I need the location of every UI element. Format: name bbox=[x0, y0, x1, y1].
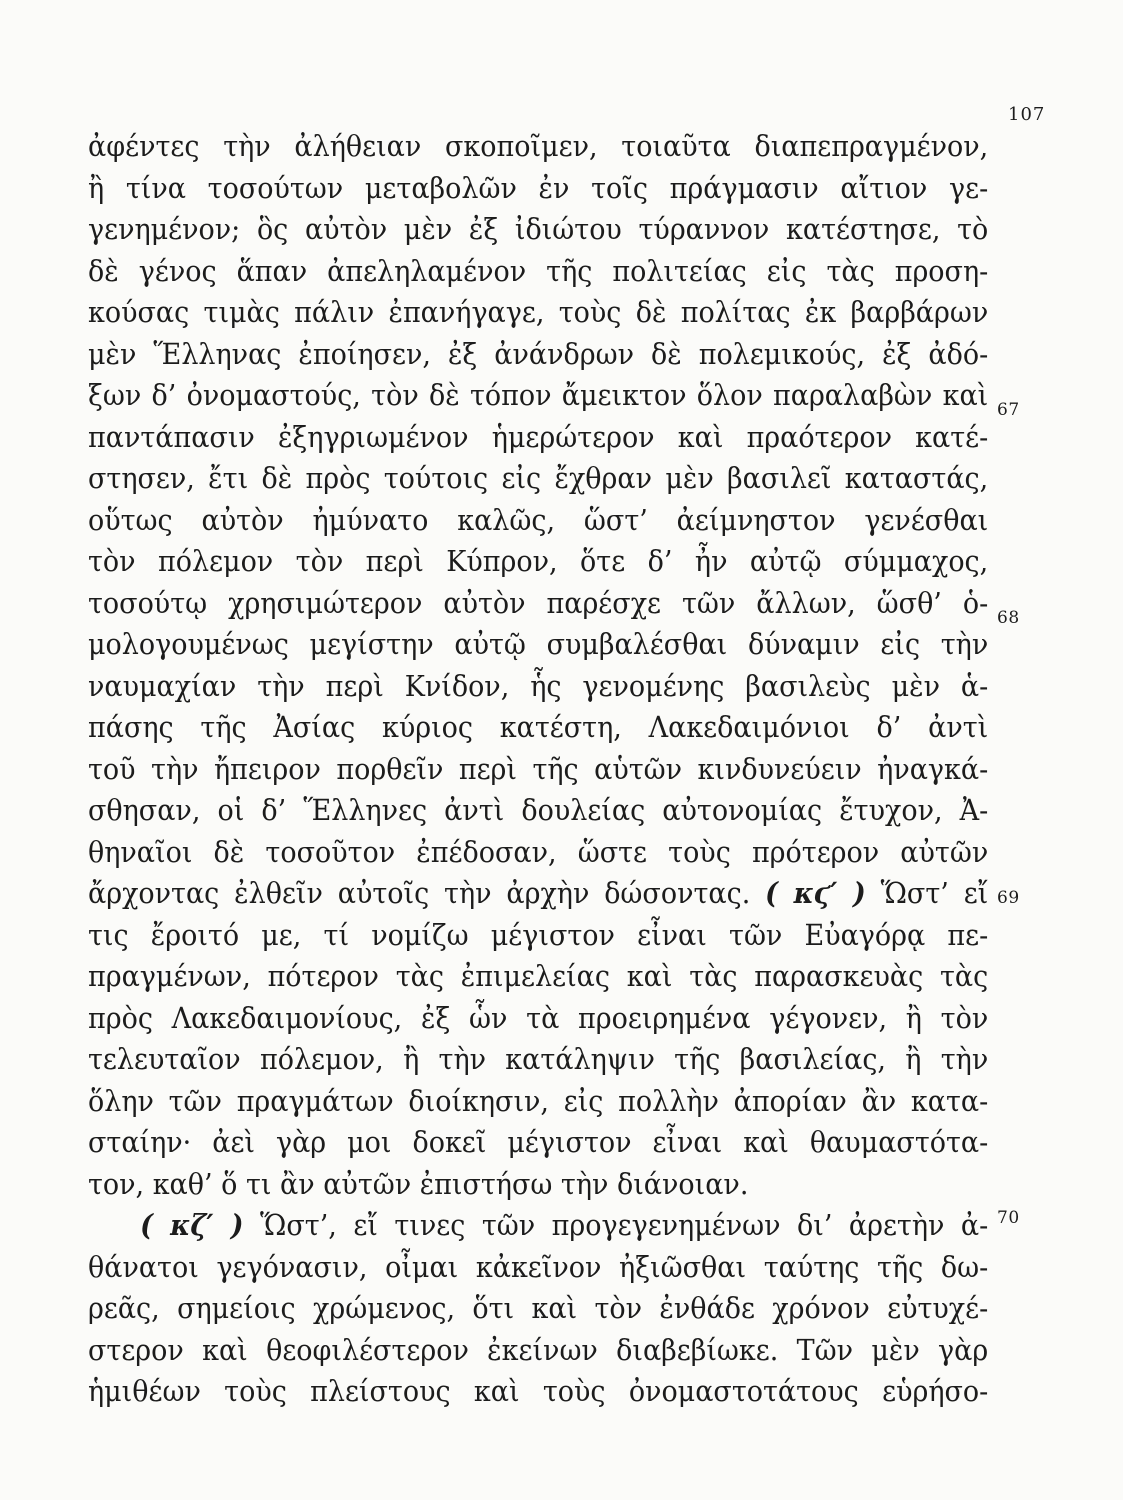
text-line: ἡμιθέων τοὺς πλείστους καὶ τοὺς ὀνομαστοτάτους εὑρήσο- bbox=[88, 1374, 989, 1408]
text-line: πραγμένων, πότερον τὰς ἐπιμελείας καὶ τὰς παρασκευὰς τὰς bbox=[88, 959, 989, 993]
text-line: γενημένον; ὃς αὐτὸν μὲν ἐξ ἰδιώτου τύραννον κατέστησε, τὸ bbox=[88, 212, 989, 246]
text-line: ὅλην τῶν πραγμάτων διοίκησιν, εἰς πολλὴν ἀπορίαν ἂν κατα- bbox=[88, 1083, 989, 1118]
text-line: στερον καὶ θεοφιλέστερον ἐκείνων διαβεβίωκε. Τῶν μὲν γὰρ bbox=[88, 1332, 989, 1367]
text-line: ἀφέντες τὴν ἀλήθειαν σκοποῖμεν, τοιαῦτα διαπεπραγμένον, bbox=[88, 129, 989, 163]
text-line: θηναῖοι δὲ τοσοῦτον ἐπέδοσαν, ὥστε τοὺς πρότερον αὐτῶν bbox=[88, 834, 989, 869]
text-line: θάνατοι γεγόνασιν, οἶμαι κἀκεῖνον ἠξιῶσθαι ταύτης τῆς δω- bbox=[88, 1249, 989, 1284]
text-line: τελευταῖον πόλεμον, ἢ τὴν κατάληψιν τῆς βασιλείας, ἢ τὴν bbox=[88, 1042, 989, 1076]
margin-section-number: 67 bbox=[997, 400, 1020, 420]
text-line: παντάπασιν ἐξηγριωμένον ἡμερώτερον καὶ πραότερον κατέ- bbox=[88, 419, 989, 454]
margin-section-number: 69 bbox=[997, 888, 1020, 908]
text-line: τοῦ τὴν ἤπειρον πορθεῖν περὶ τῆς αὑτῶν κινδυνεύειν ἠναγκά- bbox=[88, 751, 989, 786]
text-line: ρεᾶς, σημείοις χρώμενος, ὅτι καὶ τὸν ἐνθάδε χρόνον εὐτυχέ- bbox=[88, 1291, 989, 1325]
text-line: κούσας τιμὰς πάλιν ἐπανήγαγε, τοὺς δὲ πολίτας ἐκ βαρβάρων bbox=[88, 295, 989, 329]
page-number: 107 bbox=[1008, 104, 1046, 125]
chapter-marker-27: ( κζ′ ) bbox=[140, 1208, 244, 1242]
text-line: στησεν, ἔτι δὲ πρὸς τούτοις εἰς ἔχθραν μὲν βασιλεῖ καταστάς, bbox=[88, 461, 989, 495]
text-line: σταίην· ἀεὶ γὰρ μοι δοκεῖ μέγιστον εἶναι καὶ θαυμαστότα- bbox=[88, 1125, 989, 1159]
text-segment: ἄρχοντας ἐλθεῖν αὐτοῖς τὴν ἀρχὴν δώσοντας. bbox=[88, 876, 751, 910]
margin-section-number: 70 bbox=[997, 1208, 1020, 1228]
text-line-with-chapter bbox=[88, 873, 988, 915]
text-line: μολογουμένως μεγίστην αὐτῷ συμβαλέσθαι δύναμιν εἰς τὴν bbox=[88, 627, 989, 661]
text-line: ξων δ’ ὀνομαστούς, τὸν δὲ τόπον ἄμεικτον ὅλον παραλαβὼν καὶ bbox=[88, 378, 989, 412]
body-text bbox=[88, 126, 988, 1413]
text-line: ἢ τίνα τοσούτων μεταβολῶν ἐν τοῖς πράγμασιν αἴτιον γε- bbox=[88, 170, 989, 205]
text-line: πρὸς Λακεδαιμονίους, ἐξ ὧν τὰ προειρημένα γέγονεν, ἢ τὸν bbox=[88, 1000, 989, 1035]
text-line: σθησαν, οἱ δ’ Ἕλληνες ἀντὶ δουλείας αὐτονομίας ἔτυχον, Ἀ- bbox=[88, 793, 989, 827]
text-line: τοσούτῳ χρησιμώτερον αὐτὸν παρέσχε τῶν ἄλλων, ὥσθ’ ὁ- bbox=[88, 585, 989, 620]
margin-section-number: 68 bbox=[997, 608, 1020, 628]
text-line: μὲν Ἕλληνας ἐποίησεν, ἐξ ἀνάνδρων δὲ πολεμικούς, ἐξ ἀδό- bbox=[88, 336, 989, 371]
text-line: τὸν πόλεμον τὸν περὶ Κύπρον, ὅτε δ’ ἦν αὐτῷ σύμμαχος, bbox=[88, 544, 989, 578]
chapter-marker-26: ( κϛ′ ) bbox=[765, 876, 866, 910]
text-segment: Ὥστ’ εἴ bbox=[880, 876, 989, 910]
text-line: πάσης τῆς Ἀσίας κύριος κατέστη, Λακεδαιμόνιοι δ’ ἀντὶ bbox=[88, 710, 989, 744]
text-line: δὲ γένος ἅπαν ἀπεληλαμένον τῆς πολιτείας εἰς τὰς προση- bbox=[88, 253, 989, 288]
text-line: ναυμαχίαν τὴν περὶ Κνίδον, ἧς γενομένης βασιλεὺς μὲν ἁ- bbox=[88, 668, 989, 703]
text-line-with-chapter bbox=[88, 1205, 988, 1247]
text-line: τις ἔροιτό με, τί νομίζω μέγιστον εἶναι τῶν Εὐαγόρᾳ πε- bbox=[88, 917, 989, 952]
text-line: τον, καθ’ ὅ τι ἂν αὐτῶν ἐπιστήσω τὴν διάνοιαν. bbox=[88, 1166, 749, 1201]
text-segment: Ὥστ’, εἴ τινες τῶν προγεγενημένων δι’ ἀρετὴν ἀ- bbox=[260, 1208, 989, 1242]
text-line: οὕτως αὐτὸν ἠμύνατο καλῶς, ὥστ’ ἀείμνηστον γενέσθαι bbox=[88, 502, 989, 537]
